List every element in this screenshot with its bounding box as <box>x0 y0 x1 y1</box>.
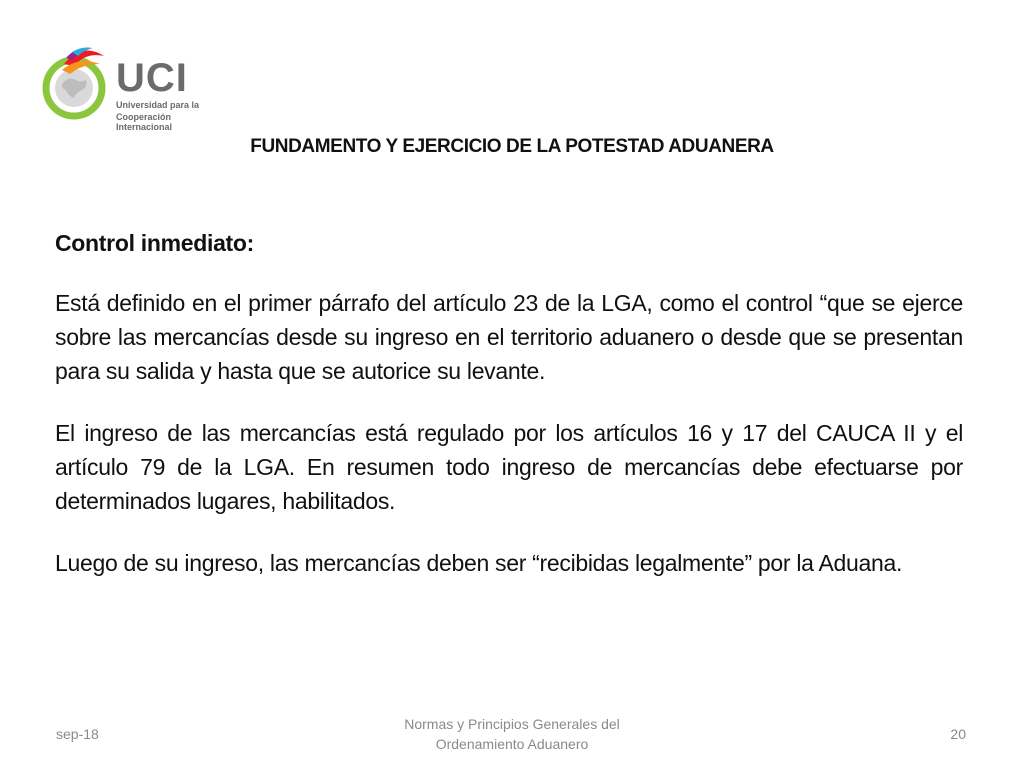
logo-wordmark: UCI <box>116 56 188 100</box>
logo-subtitle-line1: Universidad para la <box>116 100 200 110</box>
section-heading: Control inmediato: <box>55 230 255 256</box>
logo-subtitle-line2: Cooperación Internacional <box>116 112 173 132</box>
footer-title <box>362 714 662 754</box>
globe-swirl-icon <box>42 44 112 128</box>
footer-date: sep-18 <box>56 726 99 742</box>
footer-title-line1: Normas y Principios Generales del <box>404 716 620 732</box>
page-number: 20 <box>950 726 966 742</box>
slide-title: FUNDAMENTO Y EJERCICIO DE LA POTESTAD ADUANERA <box>250 136 774 157</box>
uci-logo <box>42 44 222 132</box>
logo-text <box>116 58 222 132</box>
paragraph-1: Está definido en el primer párrafo del artículo 23 de la LGA, como el control “que se ejerce sobre las mercancías desde su ingreso en el territorio aduanero o desde que se presentan para su salida y hasta que se autorice su levante. <box>55 290 963 384</box>
paragraph-2: El ingreso de las mercancías está regulado por los artículos 16 y 17 del CAUCA II y el artículo 79 de la LGA. En resumen todo ingreso de mercancías debe efectuarse por determinados lugares, habilitados. <box>55 420 963 514</box>
paragraph-3: Luego de su ingreso, las mercancías deben ser “recibidas legalmente” por la Aduana. <box>55 550 903 576</box>
slide-body <box>55 226 963 608</box>
footer-title-line2: Ordenamiento Aduanero <box>435 736 589 752</box>
